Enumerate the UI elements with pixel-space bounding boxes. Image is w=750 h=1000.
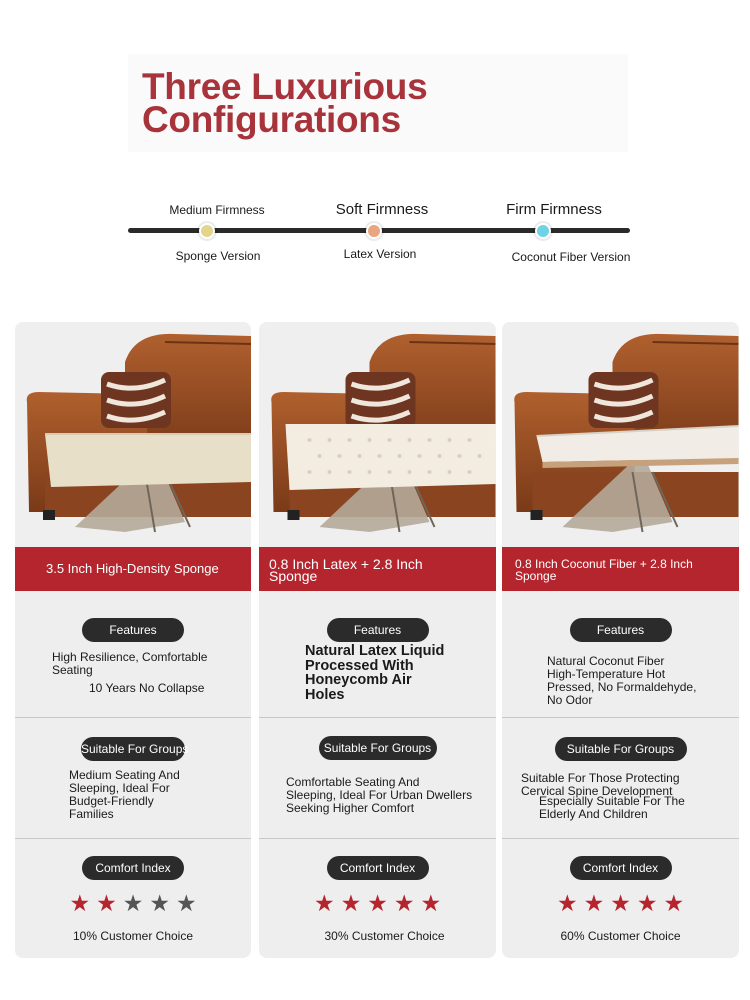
groups-text: Suitable For Those Protecting Cervical Spine Development — [521, 771, 680, 798]
section-divider — [15, 838, 251, 839]
scale-sub-latex: Latex Version — [343, 247, 417, 261]
features-text: High Resilience, Comfortable Seating — [52, 650, 208, 677]
spec-banner-text: 3.5 Inch High-Density Sponge — [46, 561, 219, 576]
title-line-1: Three Luxurious — [142, 66, 428, 107]
title-line-2: Configurations — [142, 99, 401, 140]
groups-pill: Suitable For Groups — [555, 737, 687, 761]
groups-pill: Suitable For Groups — [319, 736, 437, 760]
latex-dot-icon — [366, 223, 382, 239]
star-empty-icon: ★ — [175, 890, 197, 916]
features-pill: Features — [82, 618, 184, 642]
star-icon: ★ — [610, 890, 631, 916]
customer-choice: 10% Customer Choice — [72, 929, 194, 943]
features-pill: Features — [327, 618, 429, 642]
section-divider — [15, 717, 251, 718]
sponge-card — [15, 322, 251, 958]
comfort-pill: Comfort Index — [570, 856, 672, 880]
coconut-card — [502, 322, 739, 958]
scale-sub-sponge: Sponge Version — [175, 249, 261, 263]
rating-stars — [69, 892, 196, 915]
rating-stars — [314, 892, 441, 915]
star-icon: ★ — [340, 890, 362, 916]
features-text: Natural Coconut Fiber High-Temperature Hot Pressed, No Formaldehyde, No Odor — [547, 654, 697, 707]
page-title — [142, 66, 428, 140]
star-empty-icon: ★ — [122, 890, 144, 916]
section-divider — [259, 838, 496, 839]
groups-text: Medium Seating And Sleeping, Ideal For Budget-Friendly Families — [69, 768, 180, 821]
star-icon: ★ — [636, 890, 658, 916]
comfort-pill: Comfort Index — [82, 856, 184, 880]
latex-card — [259, 322, 496, 958]
spec-banner — [15, 547, 251, 591]
star-icon: ★ — [393, 890, 415, 916]
star-icon: ★ — [556, 890, 578, 916]
rating-stars — [557, 892, 684, 915]
coconut-sofa-image — [502, 322, 739, 547]
star-icon: ★ — [69, 890, 91, 916]
spec-banner-text: 0.8 Inch Coconut Fiber + 2.8 Inch Sponge — [515, 557, 693, 583]
section-divider — [502, 717, 739, 718]
star-empty-icon: ★ — [149, 890, 170, 916]
groups-pill: Suitable For Groups — [81, 737, 185, 761]
spec-banner-text: 0.8 Inch Latex + 2.8 Inch Sponge — [269, 556, 423, 584]
features-text: Natural Latex Liquid Processed With Honeycomb Air Holes — [305, 643, 445, 703]
star-icon: ★ — [663, 890, 685, 916]
section-divider — [259, 717, 496, 718]
features-text-2: 10 Years No Collapse — [89, 681, 205, 695]
star-icon: ★ — [420, 890, 442, 916]
star-icon: ★ — [367, 890, 388, 916]
star-icon: ★ — [583, 890, 605, 916]
coconut-dot-icon — [535, 223, 551, 239]
features-pill: Features — [570, 618, 672, 642]
customer-choice: 60% Customer Choice — [560, 929, 681, 943]
scale-sub-coconut: Coconut Fiber Version — [511, 250, 631, 264]
section-divider — [502, 838, 739, 839]
sponge-dot-icon — [199, 223, 215, 239]
scale-label-soft: Soft Firmness — [335, 201, 429, 218]
spec-banner — [502, 547, 739, 591]
scale-label-medium: Medium Firmness — [169, 203, 265, 217]
customer-choice: 30% Customer Choice — [324, 929, 445, 943]
scale-label-firm: Firm Firmness — [506, 201, 602, 218]
comfort-pill: Comfort Index — [327, 856, 429, 880]
star-icon: ★ — [96, 890, 117, 916]
groups-text: Comfortable Seating And Sleeping, Ideal For Urban Dwellers Seeking Higher Comfort — [286, 775, 473, 815]
star-icon: ★ — [313, 890, 335, 916]
groups-text-2: Especially Suitable For The Elderly And Children — [539, 794, 685, 821]
spec-banner — [259, 547, 496, 591]
latex-sofa-image — [259, 322, 496, 547]
sponge-sofa-image — [15, 322, 251, 547]
